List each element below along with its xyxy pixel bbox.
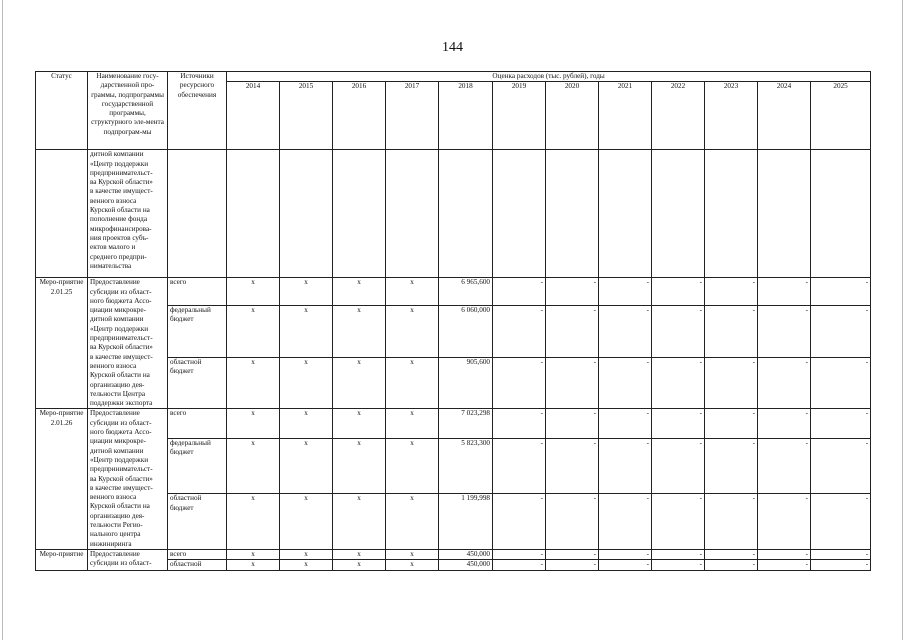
value-cell: x xyxy=(227,549,280,559)
header-year: 2023 xyxy=(705,82,758,150)
measure-name-line: дитной компании xyxy=(90,150,144,159)
measure-name-line: ектов малого и xyxy=(90,243,136,252)
value-cell: 5 823,300 xyxy=(439,438,493,494)
measure-name-line: дитной компании xyxy=(90,315,144,324)
value-cell: x xyxy=(227,438,280,494)
measure-name-line: Курской области на xyxy=(90,206,150,215)
value-cell: - xyxy=(493,278,546,305)
source-cell: областной xyxy=(168,560,227,570)
value-cell: x xyxy=(386,438,439,494)
value-cell: - xyxy=(705,278,758,305)
measure-name-line: предпринимательст- xyxy=(90,334,153,343)
value-cell: x xyxy=(333,494,386,550)
value-cell: - xyxy=(493,549,546,559)
measure-name-line: Курской области на xyxy=(90,371,150,380)
measure-name-line: Курской области на xyxy=(90,502,150,511)
value-cell: x xyxy=(280,549,333,559)
value-cell: 6 965,600 xyxy=(439,278,493,305)
header-year: 2024 xyxy=(758,82,811,150)
empty-cell xyxy=(333,150,386,278)
header-sources: Источники ресурсного обеспечения xyxy=(168,72,227,150)
source-cell: областной бюджет xyxy=(168,494,227,550)
table-row xyxy=(36,278,871,305)
empty-cell xyxy=(439,150,493,278)
empty-cell xyxy=(758,150,811,278)
value-cell: 7 023,298 xyxy=(439,409,493,438)
measure-name-line: тельности Центра xyxy=(90,389,146,398)
measure-name-line: «Центр поддержки xyxy=(90,455,149,464)
empty-cell xyxy=(227,150,280,278)
measure-name-line: в качестве имущест- xyxy=(90,483,153,492)
header-name: Наименование госу-дарственной про-граммы, подпрограммы государственной программы, структурного эле-мента подпрограм-мы xyxy=(88,72,168,150)
value-cell: x xyxy=(386,560,439,570)
value-cell: x xyxy=(280,438,333,494)
measure-name-line: микрофинансирова- xyxy=(90,224,152,233)
value-cell: - xyxy=(811,549,871,559)
measure-name-line: «Центр поддержки xyxy=(90,159,149,168)
measure-name xyxy=(88,549,168,570)
page-number: 144 xyxy=(442,40,463,55)
measure-name-line: нимательства xyxy=(90,261,132,270)
value-cell: x xyxy=(333,305,386,357)
measure-name xyxy=(88,409,168,549)
value-cell: - xyxy=(652,549,705,559)
measure-name-line: среднего предпри- xyxy=(90,252,147,261)
measure-name-line: субсидии из област- xyxy=(90,418,152,427)
measure-name-line: ния проектов субъ- xyxy=(90,233,149,242)
measure-name-line: субсидии из област- xyxy=(90,287,152,296)
header-status: Статус xyxy=(36,72,88,150)
value-cell: - xyxy=(652,560,705,570)
empty-cell xyxy=(546,150,599,278)
value-cell: x xyxy=(280,305,333,357)
value-cell: - xyxy=(599,409,652,438)
value-cell: - xyxy=(493,560,546,570)
table-header xyxy=(36,72,871,150)
value-cell: - xyxy=(652,357,705,409)
measure-name-line: организацию дея- xyxy=(90,380,145,389)
value-cell: - xyxy=(546,494,599,550)
measure-name-line: Предоставление xyxy=(90,549,140,558)
empty-cell xyxy=(652,150,705,278)
measure-name-line: венного взноса xyxy=(90,361,137,370)
header-year: 2022 xyxy=(652,82,705,150)
measure-name-line: циации микрокре- xyxy=(90,437,146,446)
value-cell: - xyxy=(493,357,546,409)
status-cell xyxy=(36,150,88,278)
measure-name-line: ва Курской области» xyxy=(90,178,153,187)
value-cell: - xyxy=(599,305,652,357)
value-cell: - xyxy=(599,549,652,559)
value-cell: - xyxy=(705,560,758,570)
value-cell: x xyxy=(333,549,386,559)
value-cell: x xyxy=(386,409,439,438)
value-cell: 450,000 xyxy=(439,560,493,570)
value-cell: x xyxy=(386,357,439,409)
measure-name-line: ного бюджета Ассо- xyxy=(90,428,152,437)
value-cell: - xyxy=(493,438,546,494)
value-cell: x xyxy=(280,357,333,409)
table-row xyxy=(36,549,871,559)
header-year: 2020 xyxy=(546,82,599,150)
value-cell: - xyxy=(811,438,871,494)
value-cell: - xyxy=(758,494,811,550)
source-cell: федеральный бюджет xyxy=(168,305,227,357)
measure-name-line: венного взноса xyxy=(90,196,137,205)
value-cell: x xyxy=(333,438,386,494)
value-cell: - xyxy=(811,560,871,570)
value-cell: - xyxy=(652,305,705,357)
value-cell: - xyxy=(758,560,811,570)
empty-cell xyxy=(811,150,871,278)
value-cell: - xyxy=(599,560,652,570)
value-cell: x xyxy=(333,560,386,570)
header-year: 2019 xyxy=(493,82,546,150)
measure-name-line: Предоставление xyxy=(90,409,140,418)
value-cell: - xyxy=(811,305,871,357)
value-cell: - xyxy=(758,278,811,305)
value-cell: 6 060,000 xyxy=(439,305,493,357)
value-cell: x xyxy=(227,409,280,438)
value-cell: - xyxy=(652,438,705,494)
value-cell: - xyxy=(546,278,599,305)
empty-cell xyxy=(386,150,439,278)
measure-name-line: «Центр поддержки xyxy=(90,324,149,333)
value-cell: x xyxy=(227,278,280,305)
value-cell: x xyxy=(333,409,386,438)
measure-name-line: в качестве имущест- xyxy=(90,352,153,361)
measure-name-line: организацию дея- xyxy=(90,511,145,520)
source-cell: всего xyxy=(168,278,227,305)
value-cell: - xyxy=(599,494,652,550)
budget-table xyxy=(35,71,871,571)
header-year: 2016 xyxy=(333,82,386,150)
value-cell: - xyxy=(599,357,652,409)
value-cell: x xyxy=(280,560,333,570)
measure-name-line: в качестве имущест- xyxy=(90,187,153,196)
value-cell: - xyxy=(758,305,811,357)
measure-name-line: тельности Регио- xyxy=(90,521,143,530)
header-year: 2017 xyxy=(386,82,439,150)
value-cell: x xyxy=(333,357,386,409)
source-cell: федеральный бюджет xyxy=(168,438,227,494)
value-cell: - xyxy=(705,549,758,559)
empty-cell xyxy=(599,150,652,278)
value-cell: - xyxy=(811,278,871,305)
value-cell: - xyxy=(546,357,599,409)
value-cell: 905,600 xyxy=(439,357,493,409)
value-cell: - xyxy=(758,549,811,559)
measure-name-line: нального центра xyxy=(90,530,141,539)
value-cell: - xyxy=(546,305,599,357)
table-row xyxy=(36,150,871,278)
value-cell: - xyxy=(705,305,758,357)
value-cell: 1 199,998 xyxy=(439,494,493,550)
measure-name-line: субсидии из област- xyxy=(90,559,152,568)
value-cell: x xyxy=(386,549,439,559)
value-cell: - xyxy=(546,560,599,570)
value-cell: 450,000 xyxy=(439,549,493,559)
measure-name-line: венного взноса xyxy=(90,493,137,502)
table-body xyxy=(36,150,871,570)
value-cell: - xyxy=(546,409,599,438)
measure-name-line: предпринимательст- xyxy=(90,465,153,474)
header-year: 2018 xyxy=(439,82,493,150)
value-cell: - xyxy=(652,494,705,550)
empty-cell xyxy=(280,150,333,278)
value-cell: x xyxy=(386,278,439,305)
measure-name-line: поддержки экспорта xyxy=(90,399,153,408)
value-cell: x xyxy=(386,494,439,550)
value-cell: x xyxy=(386,305,439,357)
value-cell: - xyxy=(546,549,599,559)
value-cell: - xyxy=(493,409,546,438)
measure-name-line: ного бюджета Ассо- xyxy=(90,296,152,305)
measure-name-line: дитной компании xyxy=(90,446,144,455)
measure-name-line: ва Курской области» xyxy=(90,474,153,483)
measure-name xyxy=(88,150,168,278)
table-row xyxy=(36,409,871,438)
header-year: 2021 xyxy=(599,82,652,150)
measure-status: Меро-приятие xyxy=(36,549,88,570)
value-cell: - xyxy=(493,305,546,357)
empty-cell xyxy=(168,150,227,278)
value-cell: x xyxy=(227,357,280,409)
measure-name-line: пополнение фонда xyxy=(90,215,148,224)
value-cell: x xyxy=(227,560,280,570)
measure-name-line: предпринимательст- xyxy=(90,168,153,177)
header-year: 2025 xyxy=(811,82,871,150)
measure-name-line: инжиниринга xyxy=(90,539,132,548)
value-cell: - xyxy=(705,357,758,409)
value-cell: - xyxy=(705,494,758,550)
source-cell: всего xyxy=(168,409,227,438)
value-cell: x xyxy=(227,305,280,357)
value-cell: - xyxy=(811,409,871,438)
empty-cell xyxy=(705,150,758,278)
value-cell: - xyxy=(705,438,758,494)
measure-status: Меро-приятие 2.01.26 xyxy=(36,409,88,549)
source-cell: областной бюджет xyxy=(168,357,227,409)
measure-status: Меро-приятие 2.01.25 xyxy=(36,278,88,409)
value-cell: - xyxy=(758,438,811,494)
value-cell: - xyxy=(758,357,811,409)
header-estimate: Оценка расходов (тыс. рублей), годы xyxy=(227,72,871,82)
value-cell: - xyxy=(599,438,652,494)
value-cell: x xyxy=(280,278,333,305)
value-cell: - xyxy=(493,494,546,550)
measure-name-line: ва Курской области» xyxy=(90,343,153,352)
empty-cell xyxy=(493,150,546,278)
header-year: 2015 xyxy=(280,82,333,150)
value-cell: - xyxy=(811,357,871,409)
value-cell: - xyxy=(811,494,871,550)
value-cell: x xyxy=(227,494,280,550)
value-cell: x xyxy=(280,494,333,550)
source-cell: всего xyxy=(168,549,227,559)
value-cell: x xyxy=(333,278,386,305)
value-cell: x xyxy=(280,409,333,438)
value-cell: - xyxy=(652,409,705,438)
header-year: 2014 xyxy=(227,82,280,150)
value-cell: - xyxy=(599,278,652,305)
measure-name xyxy=(88,278,168,409)
measure-name-line: циации микрокре- xyxy=(90,306,146,315)
value-cell: - xyxy=(758,409,811,438)
value-cell: - xyxy=(546,438,599,494)
value-cell: - xyxy=(652,278,705,305)
measure-name-line: Предоставление xyxy=(90,278,140,287)
value-cell: - xyxy=(705,409,758,438)
